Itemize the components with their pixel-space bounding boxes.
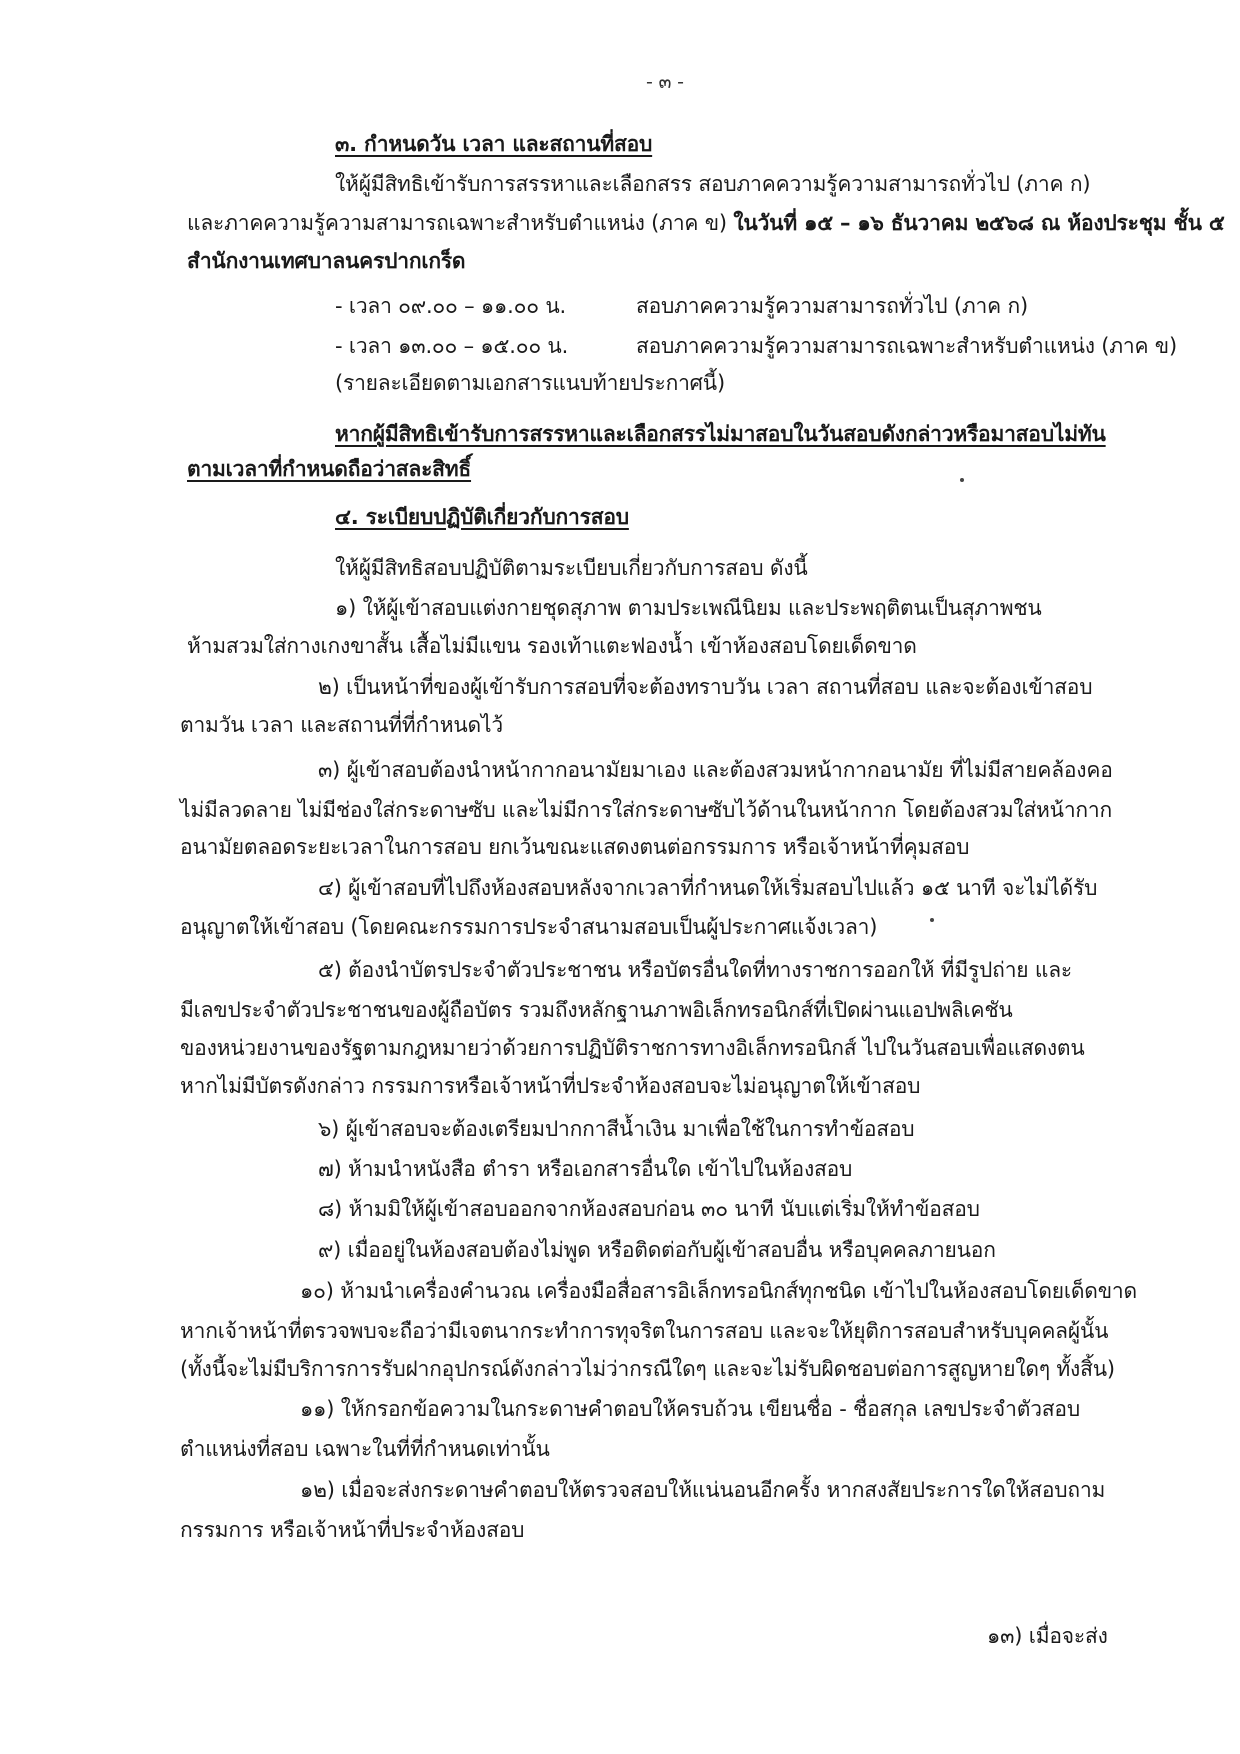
section-3-intro-line1: ให้ผู้มีสิทธิเข้ารับการสรรหาและเลือกสรร สอบภาคความรู้ความสามารถทั่วไป (ภาค ก) — [335, 172, 1091, 196]
rule-line: ๙) เมื่ออยู่ในห้องสอบต้องไม่พูด หรือติดต่อกับผู้เข้าสอบอื่น หรือบุคคลภายนอก — [318, 1238, 996, 1262]
continuation-text: ๑๓) เมื่อจะส่ง — [987, 1624, 1108, 1648]
rule-line: ห้ามสวมใส่กางเกงขาสั้น เสื้อไม่มีแขน รองเท้าแตะฟองน้ำ เข้าห้องสอบโดยเด็ดขาด — [187, 634, 917, 658]
rule-line: ตำแหน่งที่สอบ เฉพาะในที่ที่กำหนดเท่านั้น — [180, 1437, 550, 1461]
rule-line: หากไม่มีบัตรดังกล่าว กรรมการหรือเจ้าหน้าที่ประจำห้องสอบจะไม่อนุญาตให้เข้าสอบ — [180, 1074, 921, 1098]
section-3-heading: ๓. กำหนดวัน เวลา และสถานที่สอบ — [335, 132, 653, 156]
intro-line2-normal: และภาคความรู้ความสามารถเฉพาะสำหรับตำแหน่ง (ภาค ข) — [187, 211, 734, 235]
rule-line: อนามัยตลอดระยะเวลาในการสอบ ยกเว้นขณะแสดงตนต่อกรรมการ หรือเจ้าหน้าที่คุมสอบ — [180, 835, 970, 859]
page-number: - ๓ - — [646, 71, 684, 93]
schedule-time-2: - เวลา ๑๓.๐๐ – ๑๕.๐๐ น. — [335, 334, 569, 358]
scan-speck — [930, 918, 934, 922]
exam-venue: สำนักงานเทศบาลนครปากเกร็ด — [187, 249, 466, 273]
rule-line: ๗) ห้ามนำหนังสือ ตำรา หรือเอกสารอื่นใด เข้าไปในห้องสอบ — [318, 1157, 853, 1181]
rule-line: ของหน่วยงานของรัฐตามกฎหมายว่าด้วยการปฏิบัติราชการทางอิเล็กทรอนิกส์ ไปในวันสอบเพื่อแสดงตน — [180, 1036, 1085, 1060]
rule-line: ๔) ผู้เข้าสอบที่ไปถึงห้องสอบหลังจากเวลาที่กำหนดให้เริ่มสอบไปแล้ว ๑๕ นาที จะไม่ได้รับ — [318, 876, 1098, 900]
section-4-heading: ๔. ระเบียบปฏิบัติเกี่ยวกับการสอบ — [335, 505, 629, 529]
section-3-intro-line2 — [187, 209, 1225, 237]
rule-line: ๖) ผู้เข้าสอบจะต้องเตรียมปากกาสีน้ำเงิน มาเพื่อใช้ในการทำข้อสอบ — [318, 1117, 915, 1141]
rule-line: ๑๒) เมื่อจะส่งกระดาษคำตอบให้ตรวจสอบให้แน่นอนอีกครั้ง หากสงสัยประการใดให้สอบถาม — [300, 1478, 1106, 1502]
rule-line: ๑๐) ห้ามนำเครื่องคำนวณ เครื่องมือสื่อสารอิเล็กทรอนิกส์ทุกชนิด เข้าไปในห้องสอบโดยเด็ดขาด — [300, 1279, 1137, 1303]
rule-line: ๑) ให้ผู้เข้าสอบแต่งกายชุดสุภาพ ตามประเพณีนิยม และประพฤติตนเป็นสุภาพชน — [335, 596, 1042, 620]
rule-line: ๑๑) ให้กรอกข้อความในกระดาษคำตอบให้ครบถ้วน เขียนชื่อ - ชื่อสกุล เลขประจำตัวสอบ — [300, 1397, 1080, 1421]
rule-line: หากเจ้าหน้าที่ตรวจพบจะถือว่ามีเจตนากระทำการทุจริตในการสอบ และจะให้ยุติการสอบสำหรับบุคคลผู้นั้น — [180, 1319, 1109, 1343]
rule-line: (ทั้งนี้จะไม่มีบริการการรับฝากอุปกรณ์ดังกล่าวไม่ว่ากรณีใดๆ และจะไม่รับผิดชอบต่อการสูญหายใดๆ ทั้งสิ้น) — [180, 1357, 1115, 1381]
schedule-desc-1: สอบภาคความรู้ความสามารถทั่วไป (ภาค ก) — [636, 294, 1028, 318]
scan-speck — [960, 478, 964, 482]
rule-line: ไม่มีลวดลาย ไม่มีช่องใส่กระดาษซับ และไม่มีการใส่กระดาษซับไว้ด้านในหน้ากาก โดยต้องสวมใส่หน้ากาก — [180, 798, 1113, 822]
warning-line-1: หากผู้มีสิทธิเข้ารับการสรรหาและเลือกสรรไม่มาสอบในวันสอบดังกล่าวหรือมาสอบไม่ทัน — [335, 422, 1106, 446]
exam-date-location: ในวันที่ ๑๕ – ๑๖ ธันวาคม ๒๕๖๘ ณ ห้องประชุม ชั้น ๕ — [733, 211, 1225, 235]
schedule-desc-2: สอบภาคความรู้ความสามารถเฉพาะสำหรับตำแหน่ง (ภาค ข) — [636, 334, 1177, 358]
rule-line: ๘) ห้ามมิให้ผู้เข้าสอบออกจากห้องสอบก่อน ๓๐ นาที นับแต่เริ่มให้ทำข้อสอบ — [318, 1197, 980, 1221]
rule-line: ๒) เป็นหน้าที่ของผู้เข้ารับการสอบที่จะต้องทราบวัน เวลา สถานที่สอบ และจะต้องเข้าสอบ — [318, 675, 1093, 699]
rule-line: อนุญาตให้เข้าสอบ (โดยคณะกรรมการประจำสนามสอบเป็นผู้ประกาศแจ้งเวลา) — [180, 915, 878, 939]
rule-line: ๓) ผู้เข้าสอบต้องนำหน้ากากอนามัยมาเอง และต้องสวมหน้ากากอนามัย ที่ไม่มีสายคล้องคอ — [318, 758, 1113, 782]
schedule-time-1: - เวลา ๐๙.๐๐ – ๑๑.๐๐ น. — [335, 294, 566, 318]
warning-line-2: ตามเวลาที่กำหนดถือว่าสละสิทธิ์ — [187, 457, 472, 481]
rule-line: ๕) ต้องนำบัตรประจำตัวประชาชน หรือบัตรอื่นใดที่ทางราชการออกให้ ที่มีรูปถ่าย และ — [318, 958, 1072, 982]
details-note: (รายละเอียดตามเอกสารแนบท้ายประกาศนี้) — [335, 371, 725, 395]
rule-line: มีเลขประจำตัวประชาชนของผู้ถือบัตร รวมถึงหลักฐานภาพอิเล็กทรอนิกส์ที่เปิดผ่านแอปพลิเคชัน — [180, 998, 1013, 1022]
rule-line: กรรมการ หรือเจ้าหน้าที่ประจำห้องสอบ — [180, 1518, 525, 1542]
rule-line: ตามวัน เวลา และสถานที่ที่กำหนดไว้ — [180, 713, 503, 737]
section-4-intro: ให้ผู้มีสิทธิสอบปฏิบัติตามระเบียบเกี่ยวกับการสอบ ดังนี้ — [335, 556, 808, 580]
